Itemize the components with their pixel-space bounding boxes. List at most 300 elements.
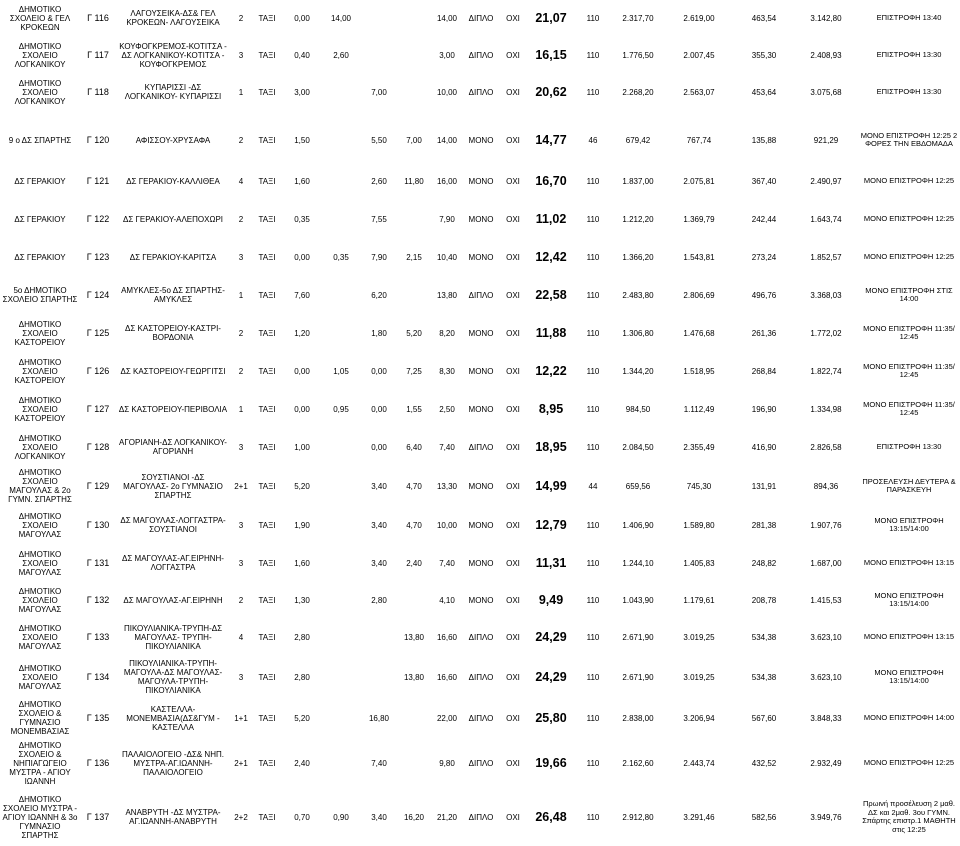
- escort: ΟΧΙ: [506, 214, 520, 224]
- escort: ΟΧΙ: [506, 713, 520, 723]
- route-description: ΔΣ ΜΑΓΟΥΛΑΣ-ΑΓ.ΕΙΡΗΝΗ- ΛΟΓΓΑΣΤΡΑ: [122, 554, 224, 572]
- school-days: 44: [588, 481, 598, 491]
- escort: ΟΧΙ: [506, 442, 520, 452]
- distance-3: 0,00: [371, 366, 387, 376]
- distance-2: 14,00: [330, 13, 352, 23]
- vat: 453,64: [751, 87, 777, 97]
- table-row: [0, 698, 960, 738]
- table-row: [0, 428, 960, 466]
- escort: ΟΧΙ: [506, 672, 520, 682]
- return-note: ΜΟΝΟ ΕΠΙΣΤΡΟΦΗ 14:00: [863, 712, 955, 722]
- return-note: ΜΟΝΟ ΕΠΙΣΤΡΟΦΗ 11:35/ 12:45: [863, 361, 955, 379]
- distance-2: [322, 738, 360, 788]
- distance-total: 16,00: [436, 176, 458, 186]
- school-days: 110: [586, 632, 600, 642]
- distance-2: [322, 506, 360, 544]
- distance-4: 2,15: [406, 252, 422, 262]
- route-code: Γ 137: [86, 811, 110, 822]
- distance-3: 0,00: [371, 404, 387, 414]
- students-count: 3: [238, 520, 244, 530]
- total-cost: 1.334,98: [810, 404, 842, 414]
- return-note: ΜΟΝΟ ΕΠΙΣΤΡΟΦΗ 12:25 2 ΦΟΡΕΣ ΤΗΝ ΕΒΔΟΜΑΔΑ: [860, 130, 958, 148]
- vat: 268,84: [751, 366, 777, 376]
- route-description: ΚΟΥΦΟΓΚΡΕΜΟΣ-ΚΟΤΙΤΣΑ - ΔΣ ΛΟΓΚΑΝΙΚΟΥ-ΚΟΤΙΤΣΑ - ΚΟΥΦΟΓΚΡΕΜΟΣ: [119, 41, 227, 69]
- route-code: Γ 124: [86, 289, 110, 300]
- school-days: 110: [586, 13, 600, 23]
- students-count: 1: [238, 290, 244, 300]
- route-description: ΚΥΠΑΡΙΣΣΙ -ΔΣ ΛΟΓΚΑΝΙΚΟΥ- ΚΥΠΑΡΙΣΣΙ: [124, 83, 222, 101]
- return-note: ΕΠΙΣΤΡΟΦΗ 13:30: [876, 86, 942, 96]
- total-cost: 1.852,57: [810, 252, 842, 262]
- escort: ΟΧΙ: [506, 50, 520, 60]
- vehicle-type: ΤΑΞΙ: [258, 328, 276, 338]
- vat: 261,36: [751, 328, 777, 338]
- school-name: ΔΗΜΟΤΙΚΟ ΣΧΟΛΕΙΟ ΜΑΓΟΥΛΑΣ: [18, 623, 62, 651]
- total-kilometres: 1.344,20: [622, 366, 654, 376]
- distance-3: 3,40: [371, 558, 387, 568]
- table-row: [0, 0, 960, 36]
- daily-kilometres: 19,66: [535, 755, 567, 770]
- cost: 1.112,49: [683, 404, 715, 414]
- daily-kilometres: 20,62: [535, 84, 567, 99]
- escort: ΟΧΙ: [506, 404, 520, 414]
- route-code: Γ 116: [87, 12, 109, 23]
- route-code: Γ 129: [86, 480, 110, 491]
- students-count: 2: [238, 366, 244, 376]
- distance-3: 2,80: [371, 595, 387, 605]
- cost: 1.518,95: [683, 366, 715, 376]
- distance-4: 5,20: [406, 328, 422, 338]
- vehicle-type: ΤΑΞΙ: [258, 595, 276, 605]
- distance-1: 1,60: [294, 176, 310, 186]
- distance-total: 8,20: [439, 328, 455, 338]
- return-note: ΕΠΙΣΤΡΟΦΗ 13:30: [876, 441, 942, 451]
- school-days: 110: [586, 176, 600, 186]
- distance-4: [398, 200, 430, 238]
- table-row: [0, 738, 960, 788]
- total-cost: 921,29: [813, 135, 839, 145]
- distance-1: 2,80: [294, 672, 310, 682]
- return-note: ΜΟΝΟ ΕΠΙΣΤΡΟΦΗ ΣΤΙΣ 14:00: [865, 285, 953, 303]
- cost: 2.007,45: [683, 50, 715, 60]
- distance-2: [322, 656, 360, 698]
- route-code: Γ 117: [87, 49, 109, 60]
- route-code: Γ 130: [86, 519, 110, 530]
- table-row: [0, 238, 960, 276]
- trip-type: ΜΟΝΟ: [468, 595, 494, 605]
- school-name: ΔΗΜΟΤΙΚΟ ΣΧΟΛΕΙΟ ΚΑΣΤΟΡΕΙΟΥ: [14, 319, 66, 347]
- table-row: [0, 656, 960, 698]
- distance-4: [398, 36, 430, 74]
- table-row: [0, 466, 960, 506]
- distance-2: [322, 582, 360, 618]
- distance-4: 11,80: [404, 176, 424, 186]
- daily-kilometres: 11,02: [535, 211, 567, 226]
- distance-3: 7,00: [371, 87, 387, 97]
- distance-3: 0,00: [371, 442, 387, 452]
- distance-2: [322, 118, 360, 162]
- distance-3: 3,40: [371, 812, 387, 822]
- escort: ΟΧΙ: [506, 758, 520, 768]
- distance-1: 2,40: [294, 758, 310, 768]
- distance-2: 0,90: [333, 812, 349, 822]
- vat: 463,54: [751, 13, 777, 23]
- school-days: 46: [588, 135, 598, 145]
- distance-3: [360, 0, 398, 36]
- distance-2: [322, 314, 360, 352]
- total-kilometres: 1.306,80: [622, 328, 654, 338]
- return-note: ΜΟΝΟ ΕΠΙΣΤΡΟΦΗ 12:25: [863, 757, 955, 767]
- school-days: 110: [586, 672, 600, 682]
- cost: 745,30: [686, 481, 712, 491]
- students-count: 3: [238, 672, 244, 682]
- trip-type: ΔΙΠΛΟ: [468, 632, 494, 642]
- return-note: ΕΠΙΣΤΡΟΦΗ 13:40: [876, 12, 942, 22]
- distance-total: 22,00: [436, 713, 458, 723]
- vat: 281,38: [751, 520, 777, 530]
- escort: ΟΧΙ: [506, 135, 520, 145]
- total-kilometres: 1.366,20: [622, 252, 654, 262]
- route-description: ΔΣ ΚΑΣΤΟΡΕΙΟΥ-ΓΕΩΡΓΙΤΣΙ: [120, 366, 226, 376]
- trip-type: ΔΙΠΛΟ: [468, 87, 494, 97]
- students-count: 1+1: [234, 713, 248, 723]
- school-days: 110: [586, 328, 600, 338]
- distance-1: 0,00: [294, 13, 310, 23]
- return-note: ΜΟΝΟ ΕΠΙΣΤΡΟΦΗ 12:25: [863, 213, 955, 223]
- vehicle-type: ΤΑΞΙ: [258, 713, 276, 723]
- distance-2: [322, 544, 360, 582]
- distance-4: 1,55: [406, 404, 422, 414]
- distance-3: [360, 656, 398, 698]
- vehicle-type: ΤΑΞΙ: [258, 366, 276, 376]
- route-description: ΑΜΥΚΛΕΣ-5ο ΔΣ ΣΠΑΡΤΗΣ- ΑΜΥΚΛΕΣ: [121, 286, 225, 304]
- vehicle-type: ΤΑΞΙ: [258, 442, 276, 452]
- school-days: 110: [586, 87, 600, 97]
- daily-kilometres: 8,95: [538, 401, 564, 416]
- distance-3: [360, 618, 398, 656]
- distance-3: 7,40: [371, 758, 387, 768]
- students-count: 3: [238, 252, 244, 262]
- table-row: [0, 788, 960, 846]
- vehicle-type: ΤΑΞΙ: [258, 13, 276, 23]
- table-row: [0, 314, 960, 352]
- vehicle-type: ΤΑΞΙ: [258, 404, 276, 414]
- total-cost: 3.368,03: [810, 290, 842, 300]
- trip-type: ΔΙΠΛΟ: [468, 50, 494, 60]
- distance-total: 10,40: [436, 252, 458, 262]
- school-name: 9 ο ΔΣ ΣΠΑΡΤΗΣ: [8, 135, 72, 145]
- school-name: ΔΗΜΟΤΙΚΟ ΣΧΟΛΕΙΟ ΛΟΓΚΑΝΙΚΟΥ: [14, 41, 66, 69]
- distance-2: 1,05: [333, 366, 349, 376]
- total-cost: 1.687,00: [810, 558, 842, 568]
- daily-kilometres: 14,99: [535, 478, 567, 493]
- students-count: 1: [238, 404, 244, 414]
- students-count: 2+1: [234, 481, 248, 491]
- total-cost: 1.643,74: [810, 214, 842, 224]
- escort: ΟΧΙ: [506, 481, 520, 491]
- total-cost: 3.848,33: [810, 713, 842, 723]
- students-count: 2+1: [234, 758, 248, 768]
- return-note: ΜΟΝΟ ΕΠΙΣΤΡΟΦΗ 11:35/ 12:45: [863, 323, 955, 341]
- vat: 496,76: [751, 290, 777, 300]
- table-row: [0, 118, 960, 162]
- school-name: ΔΗΜΟΤΙΚΟ ΣΧΟΛΕΙΟ ΜΑΓΟΥΛΑΣ: [18, 511, 62, 539]
- spacer-cell: [0, 110, 960, 118]
- table-row: [0, 544, 960, 582]
- distance-total: 7,90: [439, 214, 455, 224]
- vehicle-type: ΤΑΞΙ: [258, 87, 276, 97]
- daily-kilometres: 9,49: [538, 592, 564, 607]
- spacer-row: [0, 110, 960, 118]
- vehicle-type: ΤΑΞΙ: [258, 758, 276, 768]
- total-kilometres: 1.043,90: [622, 595, 654, 605]
- daily-kilometres: 11,31: [535, 555, 567, 570]
- students-count: 3: [238, 442, 244, 452]
- vehicle-type: ΤΑΞΙ: [258, 214, 276, 224]
- vat: 582,56: [751, 812, 777, 822]
- distance-total: 9,80: [439, 758, 455, 768]
- cost: 3.019,25: [683, 632, 715, 642]
- return-note: ΜΟΝΟ ΕΠΙΣΤΡΟΦΗ 13:15: [863, 631, 955, 641]
- vat: 242,44: [751, 214, 777, 224]
- route-code: Γ 125: [86, 327, 110, 338]
- school-name: ΔΗΜΟΤΙΚΟ ΣΧΟΛΕΙΟ ΜΑΓΟΥΛΑΣ & 2ο ΓΥΜΝ. ΣΠΑΡΤΗΣ: [8, 468, 72, 504]
- school-name: 5ο ΔΗΜΟΤΙΚΟ ΣΧΟΛΕΙΟ ΣΠΑΡΤΗΣ: [2, 286, 78, 304]
- distance-total: 7,40: [439, 442, 455, 452]
- route-description: ΠΙΚΟΥΛΙΑΝΙΚΑ-ΤΡΥΠΗ- ΜΑΓΟΥΛΑ-ΔΣ ΜΑΓΟΥΛΑΣ- ΜΑΓΟΥΛΑ-ΤΡΥΠΗ- ΠΙΚΟΥΛΙΑΝΙΚΑ: [123, 659, 223, 695]
- distance-1: 0,40: [294, 50, 310, 60]
- students-count: 2: [238, 328, 244, 338]
- daily-kilometres: 26,48: [535, 809, 567, 824]
- route-code: Γ 118: [87, 86, 109, 97]
- total-cost: 1.822,74: [810, 366, 842, 376]
- distance-total: 13,30: [436, 481, 458, 491]
- cost: 2.075,81: [683, 176, 715, 186]
- return-note: ΕΠΙΣΤΡΟΦΗ 13:30: [876, 49, 942, 59]
- route-code: Γ 131: [86, 557, 110, 568]
- total-kilometres: 2.162,60: [622, 758, 654, 768]
- distance-2: 2,60: [333, 50, 349, 60]
- distance-1: 5,20: [294, 481, 310, 491]
- total-cost: 2.408,93: [810, 50, 842, 60]
- total-cost: 3.949,76: [810, 812, 842, 822]
- table-row: [0, 582, 960, 618]
- distance-1: 0,00: [294, 366, 310, 376]
- vat: 135,88: [751, 135, 777, 145]
- cost: 1.589,80: [683, 520, 715, 530]
- school-days: 110: [586, 758, 600, 768]
- students-count: 2+2: [234, 812, 248, 822]
- school-name: ΔΗΜΟΤΙΚΟ ΣΧΟΛΕΙΟ & ΓΥΜΝΑΣΙΟ ΜΟΝΕΜΒΑΣΙΑΣ: [10, 700, 70, 736]
- vehicle-type: ΤΑΞΙ: [258, 672, 276, 682]
- distance-4: [398, 276, 430, 314]
- school-name: ΔΗΜΟΤΙΚΟ ΣΧΟΛΕΙΟ ΛΟΓΚΑΝΙΚΟΥ: [14, 78, 66, 106]
- distance-3: 7,90: [371, 252, 387, 262]
- distance-2: [322, 74, 360, 110]
- total-kilometres: 2.671,90: [622, 632, 654, 642]
- total-kilometres: 1.244,10: [622, 558, 654, 568]
- distance-4: [398, 738, 430, 788]
- cost: 767,74: [686, 135, 712, 145]
- distance-total: 21,20: [436, 812, 458, 822]
- total-cost: 2.932,49: [810, 758, 842, 768]
- total-cost: 1.415,53: [810, 595, 842, 605]
- daily-kilometres: 24,29: [535, 669, 567, 684]
- total-kilometres: 2.268,20: [622, 87, 654, 97]
- escort: ΟΧΙ: [506, 366, 520, 376]
- table-row: [0, 36, 960, 74]
- total-kilometres: 2.084,50: [622, 442, 654, 452]
- school-days: 110: [586, 812, 600, 822]
- vat: 567,60: [751, 713, 777, 723]
- table-row: [0, 200, 960, 238]
- distance-4: 2,40: [406, 558, 422, 568]
- daily-kilometres: 21,07: [535, 10, 567, 25]
- trip-type: ΜΟΝΟ: [468, 176, 494, 186]
- distance-total: 4,10: [439, 595, 455, 605]
- route-description: ΔΣ ΜΑΓΟΥΛΑΣ-ΑΓ.ΕΙΡΗΝΗ: [123, 595, 223, 605]
- vehicle-type: ΤΑΞΙ: [258, 50, 276, 60]
- distance-4: [398, 698, 430, 738]
- route-code: Γ 128: [86, 441, 110, 452]
- total-cost: 3.623,10: [810, 632, 842, 642]
- route-description: ΔΣ ΓΕΡΑΚΙΟΥ-ΚΑΡΙΤΣΑ: [129, 252, 217, 262]
- cost: 2.806,69: [683, 290, 715, 300]
- route-description: ΠΙΚΟΥΛΙΑΝΙΚΑ-ΤΡΥΠΗ-ΔΣ ΜΑΓΟΥΛΑΣ- ΤΡΥΠΗ- ΠΙΚΟΥΛΙΑΝΙΚΑ: [123, 623, 223, 651]
- return-note: ΜΟΝΟ ΕΠΙΣΤΡΟΦΗ 13:15: [863, 557, 955, 567]
- students-count: 4: [238, 632, 244, 642]
- vat: 432,52: [751, 758, 777, 768]
- vehicle-type: ΤΑΞΙ: [258, 252, 276, 262]
- distance-total: 13,80: [436, 290, 458, 300]
- total-kilometres: 659,56: [625, 481, 651, 491]
- school-name: ΔΗΜΟΤΙΚΟ ΣΧΟΛΕΙΟ ΛΟΓΚΑΝΙΚΟΥ: [14, 433, 66, 461]
- distance-total: 2,50: [439, 404, 455, 414]
- distance-total: 16,60: [436, 672, 458, 682]
- school-name: ΔΗΜΟΤΙΚΟ ΣΧΟΛΕΙΟ ΜΑΓΟΥΛΑΣ: [18, 586, 62, 614]
- school-name: ΔΗΜΟΤΙΚΟ ΣΧΟΛΕΙΟ ΜΑΓΟΥΛΑΣ: [18, 663, 62, 691]
- route-description: ΠΑΛΑΙΟΛΟΓΕΙΟ -ΔΣ& ΝΗΠ. ΜΥΣΤΡΑ-ΑΓ.ΙΩΑΝΝΗ- ΠΑΛΑΙΟΛΟΓΕΙΟ: [122, 749, 224, 777]
- vehicle-type: ΤΑΞΙ: [258, 290, 276, 300]
- school-days: 110: [586, 50, 600, 60]
- distance-1: 1,90: [294, 520, 310, 530]
- vat: 355,30: [751, 50, 777, 60]
- escort: ΟΧΙ: [506, 632, 520, 642]
- total-kilometres: 679,42: [625, 135, 651, 145]
- trip-type: ΔΙΠΛΟ: [468, 13, 494, 23]
- school-days: 110: [586, 214, 600, 224]
- cost: 1.476,68: [683, 328, 715, 338]
- route-code: Γ 133: [86, 631, 110, 642]
- route-code: Γ 134: [86, 671, 110, 682]
- distance-total: 3,00: [439, 50, 455, 60]
- distance-1: 0,70: [294, 812, 310, 822]
- distance-2: [322, 428, 360, 466]
- distance-1: 5,20: [294, 713, 310, 723]
- vat: 273,24: [751, 252, 777, 262]
- return-note: ΜΟΝΟ ΕΠΙΣΤΡΟΦΗ 11:35/ 12:45: [863, 399, 955, 417]
- total-cost: 3.142,80: [810, 13, 842, 23]
- total-kilometres: 2.838,00: [622, 713, 654, 723]
- school-name: ΔΣ ΓΕΡΑΚΙΟΥ: [14, 252, 66, 262]
- total-cost: 894,36: [813, 481, 839, 491]
- trip-type: ΜΟΝΟ: [468, 214, 494, 224]
- route-description: ΔΣ ΚΑΣΤΟΡΕΙΟΥ-ΠΕΡΙΒΟΛΙΑ: [118, 404, 228, 414]
- total-kilometres: 2.317,70: [622, 13, 654, 23]
- trip-type: ΔΙΠΛΟ: [468, 672, 494, 682]
- route-description: ΔΣ ΓΕΡΑΚΙΟΥ-ΑΛΕΠΟΧΩΡΙ: [122, 214, 224, 224]
- school-days: 110: [586, 290, 600, 300]
- cost: 1.543,81: [683, 252, 715, 262]
- distance-1: 7,60: [294, 290, 310, 300]
- distance-1: 0,00: [294, 252, 310, 262]
- daily-kilometres: 16,70: [535, 173, 567, 188]
- vehicle-type: ΤΑΞΙ: [258, 135, 276, 145]
- distance-1: 0,35: [294, 214, 310, 224]
- daily-kilometres: 16,15: [535, 47, 567, 62]
- cost: 3.206,94: [683, 713, 715, 723]
- escort: ΟΧΙ: [506, 176, 520, 186]
- total-kilometres: 2.912,80: [622, 812, 654, 822]
- escort: ΟΧΙ: [506, 290, 520, 300]
- vehicle-type: ΤΑΞΙ: [258, 632, 276, 642]
- cost: 3.019,25: [683, 672, 715, 682]
- distance-3: 1,80: [371, 328, 387, 338]
- vat: 534,38: [751, 632, 777, 642]
- students-count: 2: [238, 13, 244, 23]
- escort: ΟΧΙ: [506, 87, 520, 97]
- route-description: ΔΣ ΚΑΣΤΟΡΕΙΟΥ-ΚΑΣΤΡΙ- ΒΟΡΔΟΝΙΑ: [125, 324, 221, 342]
- distance-total: 16,60: [436, 632, 458, 642]
- school-days: 110: [586, 366, 600, 376]
- distance-3: [360, 36, 398, 74]
- total-cost: 2.826,58: [810, 442, 842, 452]
- daily-kilometres: 18,95: [535, 439, 567, 454]
- escort: ΟΧΙ: [506, 812, 520, 822]
- students-count: 3: [238, 558, 244, 568]
- distance-3: 5,50: [371, 135, 387, 145]
- total-kilometres: 1.406,90: [622, 520, 654, 530]
- route-description: ΑΝΑΒΡΥΤΗ -ΔΣ ΜΥΣΤΡΑ- ΑΓ.ΙΩΑΝΝΗ-ΑΝΑΒΡΥΤΗ: [125, 808, 221, 826]
- escort: ΟΧΙ: [506, 558, 520, 568]
- vat: 196,90: [751, 404, 777, 414]
- distance-total: 14,00: [436, 13, 458, 23]
- trip-type: ΜΟΝΟ: [468, 328, 494, 338]
- school-name: ΔΗΜΟΤΙΚΟ ΣΧΟΛΕΙΟ ΜΑΓΟΥΛΑΣ: [18, 549, 62, 577]
- escort: ΟΧΙ: [506, 252, 520, 262]
- trip-type: ΜΟΝΟ: [468, 252, 494, 262]
- table-row: [0, 618, 960, 656]
- escort: ΟΧΙ: [506, 595, 520, 605]
- distance-3: 16,80: [368, 713, 390, 723]
- distance-1: 0,00: [294, 404, 310, 414]
- distance-2: [322, 698, 360, 738]
- distance-4: 13,80: [403, 632, 425, 642]
- school-days: 110: [586, 252, 600, 262]
- vat: 534,38: [751, 672, 777, 682]
- distance-2: 0,95: [333, 404, 349, 414]
- table-row: [0, 74, 960, 110]
- route-code: Γ 123: [86, 251, 110, 262]
- route-description: ΔΣ ΜΑΓΟΥΛΑΣ-ΛΟΓΓΑΣΤΡΑ- ΣΟΥΣΤΙΑΝΟΙ: [120, 516, 226, 534]
- route-description: ΑΓΟΡΙΑΝΗ-ΔΣ ΛΟΓΚΑΝΙΚΟΥ- ΑΓΟΡΙΑΝΗ: [119, 438, 227, 456]
- route-code: Γ 135: [86, 712, 110, 723]
- route-code: Γ 121: [86, 175, 110, 186]
- trip-type: ΜΟΝΟ: [468, 520, 494, 530]
- table-row: [0, 276, 960, 314]
- students-count: 2: [238, 135, 244, 145]
- distance-3: 6,20: [371, 290, 387, 300]
